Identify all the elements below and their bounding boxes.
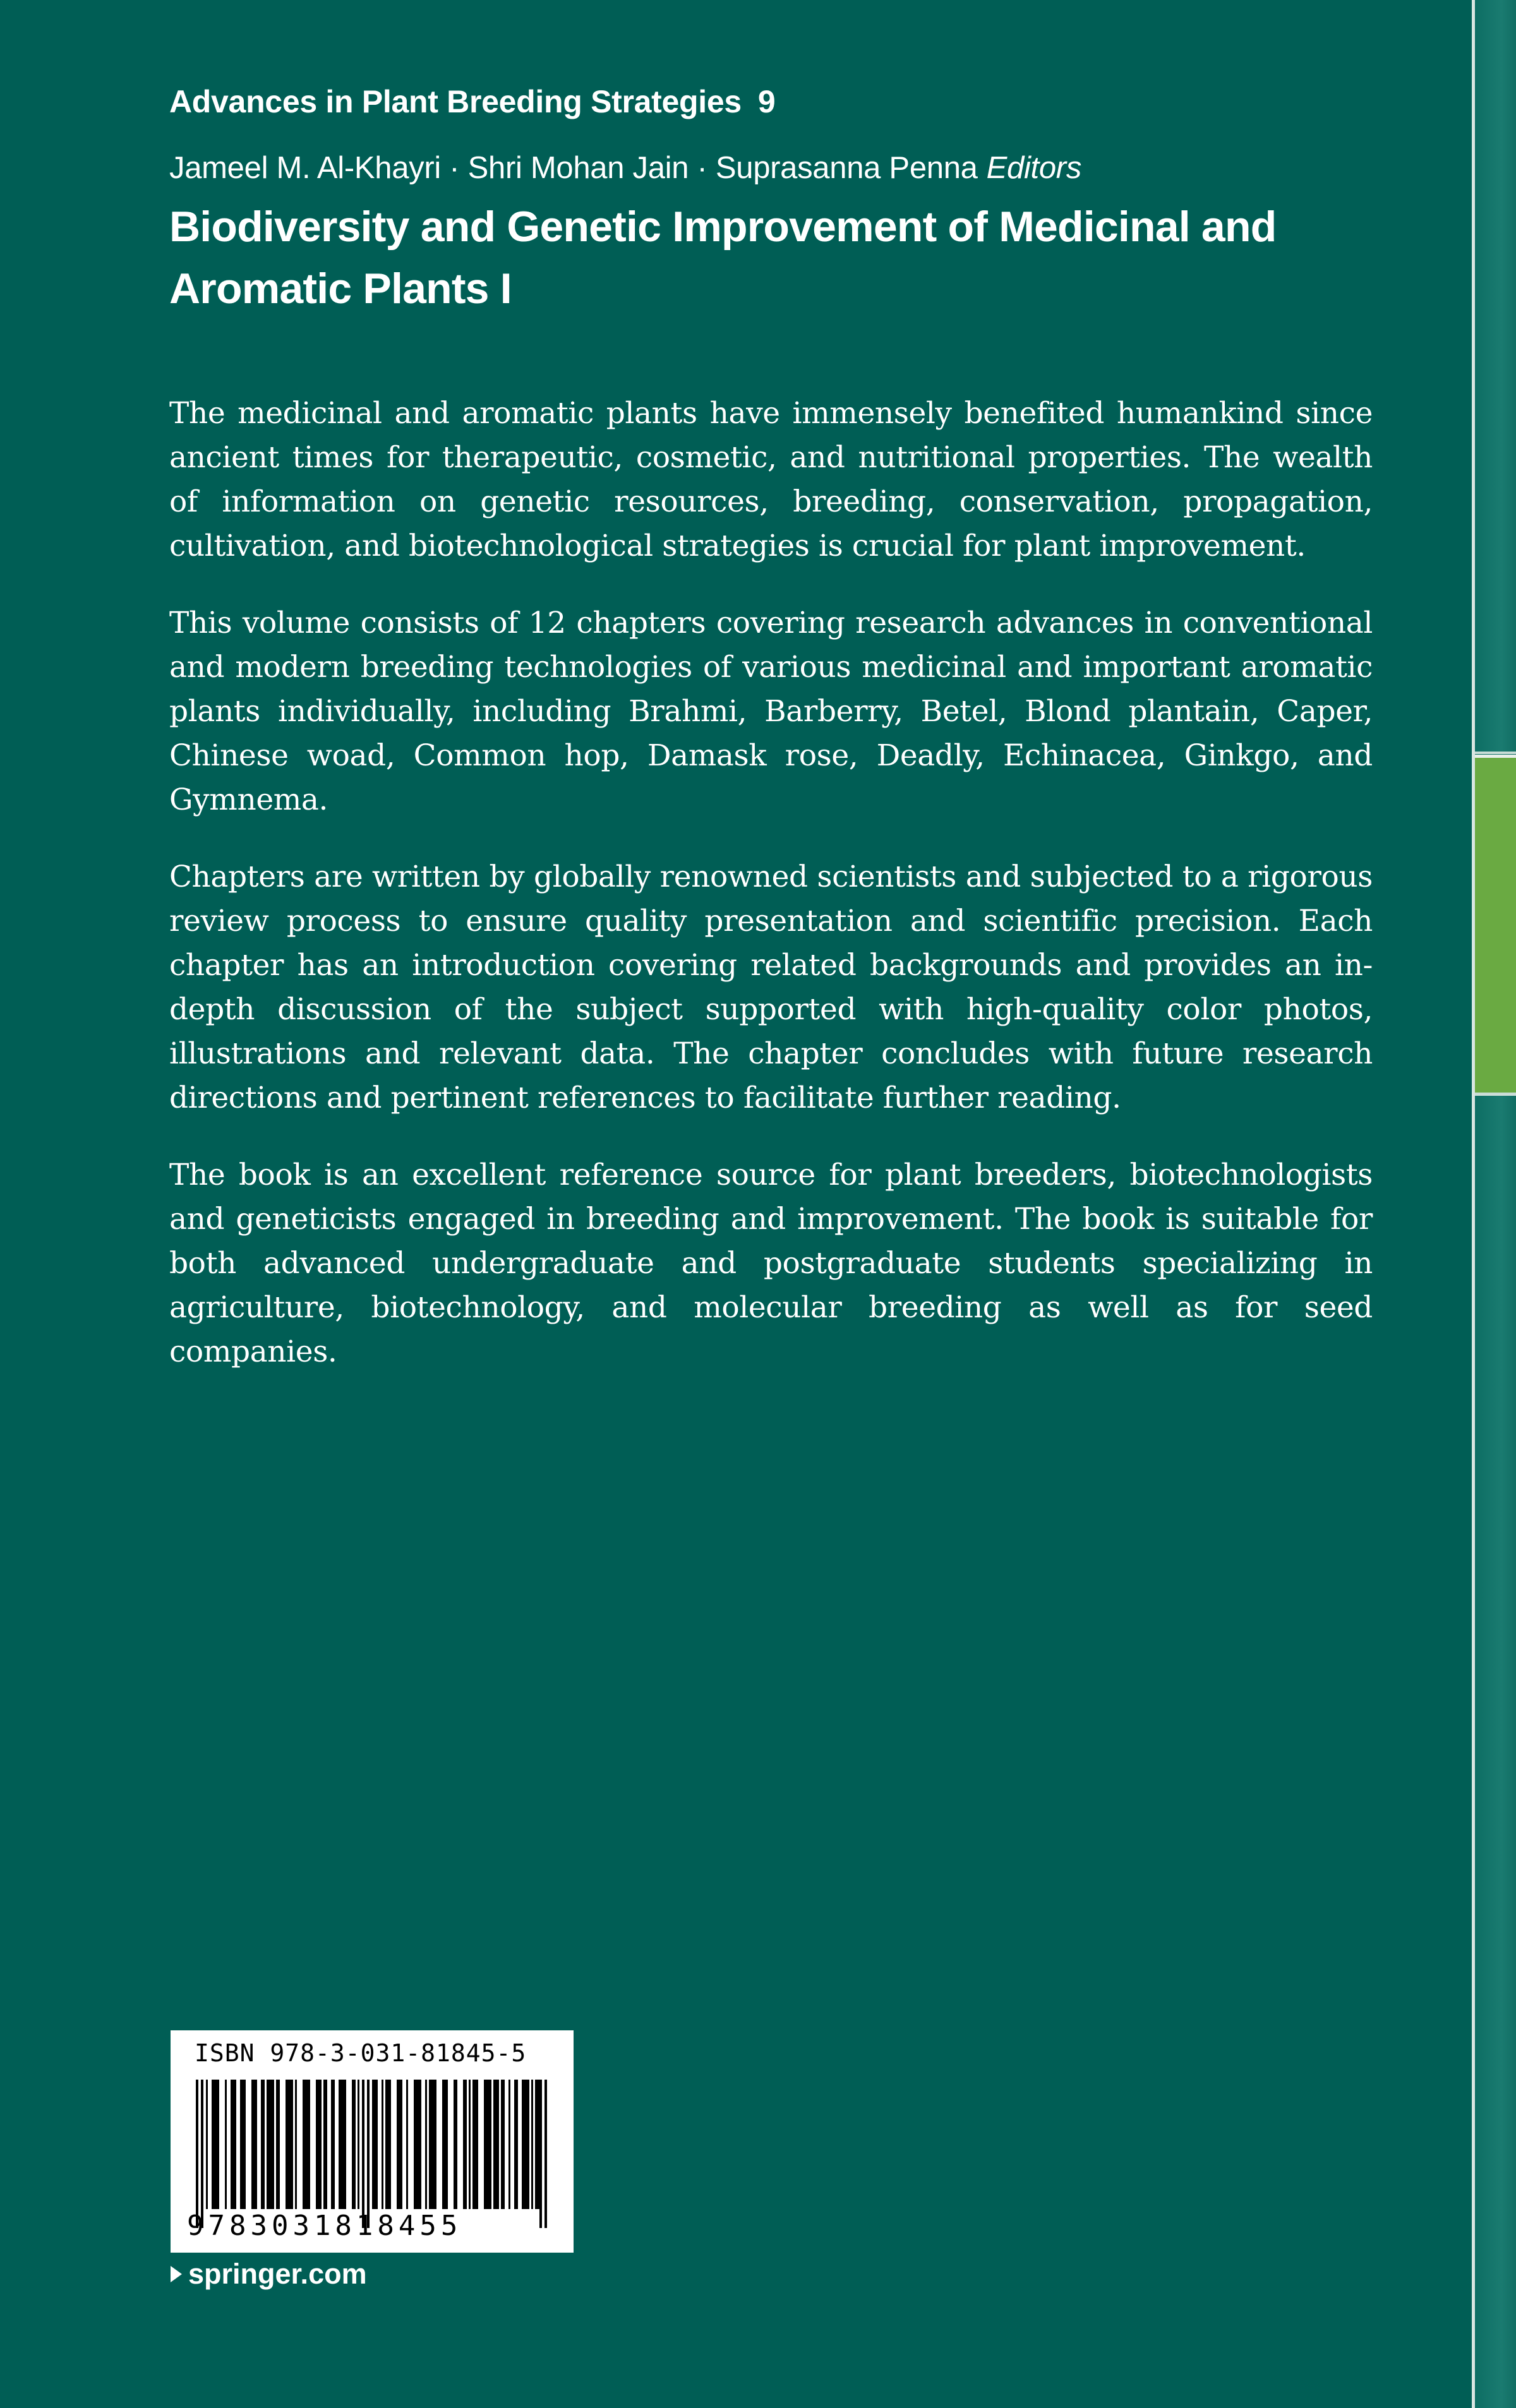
description [169,392,1373,1407]
barcode-bar [303,2080,310,2209]
editors-line [169,150,1081,186]
barcode-bar [493,2080,499,2209]
series-name: Advances in Plant Breeding Strategies [169,84,742,119]
editors-role: Editors [986,151,1082,185]
barcode-bar [531,2080,533,2209]
barcode-bar [206,2080,208,2209]
barcode-guard-bar [201,2080,203,2228]
barcode-bar [331,2080,335,2209]
description-paragraph-1: The medicinal and aromatic plants have immensely benefited humankind since ancient times for therapeutic, cosmetic, and nutritional properties. The wealth of information on genetic resources, breeding, conservation, propagation, cultivation, and biotechnological strategies is crucial for plant improvement. [169,396,1373,563]
barcode-guard-bar [544,2080,547,2228]
description-paragraph-2: This volume consists of 12 chapters covering research advances in conventional and modern breeding technologies of various medicinal and important aromatic plants individually, including Brahmi, Barberry, Betel, Blond plantain, Caper, Chinese woad, Common hop, Damask rose, Deadly, Echinacea, Ginkgo, and Gymnema. [169,606,1373,817]
barcode-bar [276,2080,280,2209]
barcode-bar [463,2080,467,2209]
barcode-bar [358,2080,359,2209]
barcode-bar [267,2080,274,2209]
barcode-bar [469,2080,471,2209]
isbn-label: ISBN 978-3-031-81845-5 [195,2039,527,2067]
barcode-bar [261,2080,265,2209]
spine-divider-bottom [1475,1093,1516,1095]
barcode-bar [508,2080,510,2209]
barcode-bar [212,2080,219,2209]
barcode-bar [522,2080,529,2209]
barcode-bar [414,2080,421,2209]
barcode-bar [240,2080,246,2209]
barcode-bar [295,2080,297,2209]
barcode-bar [323,2080,327,2209]
barcode-bar [225,2080,227,2209]
barcode-bar [472,2080,478,2209]
spine-color-band [1475,755,1516,1096]
book-title: Biodiversity and Genetic Improvement of Medicinal and Aromatic Plants I [169,203,1277,313]
barcode-bar [385,2080,391,2209]
barcode-bar [501,2080,505,2209]
barcode-bar [382,2080,383,2209]
barcode-bar [484,2080,491,2209]
barcode-bar [339,2080,346,2209]
barcode-bar [454,2080,457,2209]
barcode-bar [425,2080,427,2209]
editor-names: Jameel M. Al-Khayri · Shri Mohan Jain · Suprasanna Penna [169,151,978,185]
barcode-bar [514,2080,518,2209]
publisher-link[interactable] [171,2258,367,2291]
barcode-bar [231,2080,236,2209]
barcode-bar [372,2080,378,2209]
arrow-right-icon [171,2266,182,2282]
publisher-url: springer.com [188,2258,367,2290]
barcode-bar [397,2080,402,2209]
barcode-bar [406,2080,408,2209]
barcode-bar [429,2080,436,2209]
series-title [169,83,775,120]
barcode-digits: 9783031818455 [187,2210,462,2242]
description-paragraph-3: Chapters are written by globally renowned scientists and subjected to a rigorous review process to ensure quality presentation and scientific precision. Each chapter has an introduction covering related backgrounds and provides an in-depth discussion of the subject supported with high-quality color photos, illustrations and relevant data. The chapter concludes with future research directions and pertinent references to facilitate further reading. [169,860,1373,1115]
barcode-panel [171,2030,574,2253]
barcode-bar [286,2080,293,2209]
barcode-guard-bar [196,2080,198,2228]
spine-divider-top [1475,752,1516,754]
barcode-guard-bar [367,2080,370,2228]
description-paragraph-4: The book is an excellent reference source for plant breeders, biotechnologists and geneticists engaged in breeding and improvement. The book is suitable for both advanced undergraduate and postgraduate students specializing in agriculture, biotechnology, and molecular breeding as well as for seed companies. [169,1158,1373,1369]
barcode-bar [352,2080,356,2209]
barcode-guard-bar [539,2080,542,2228]
barcode-bar [316,2080,322,2209]
spine-edge [1472,0,1516,2408]
barcode-bar [251,2080,257,2209]
barcode-bar [442,2080,448,2209]
series-number: 9 [757,84,776,119]
barcode-guard-bar [362,2080,364,2228]
